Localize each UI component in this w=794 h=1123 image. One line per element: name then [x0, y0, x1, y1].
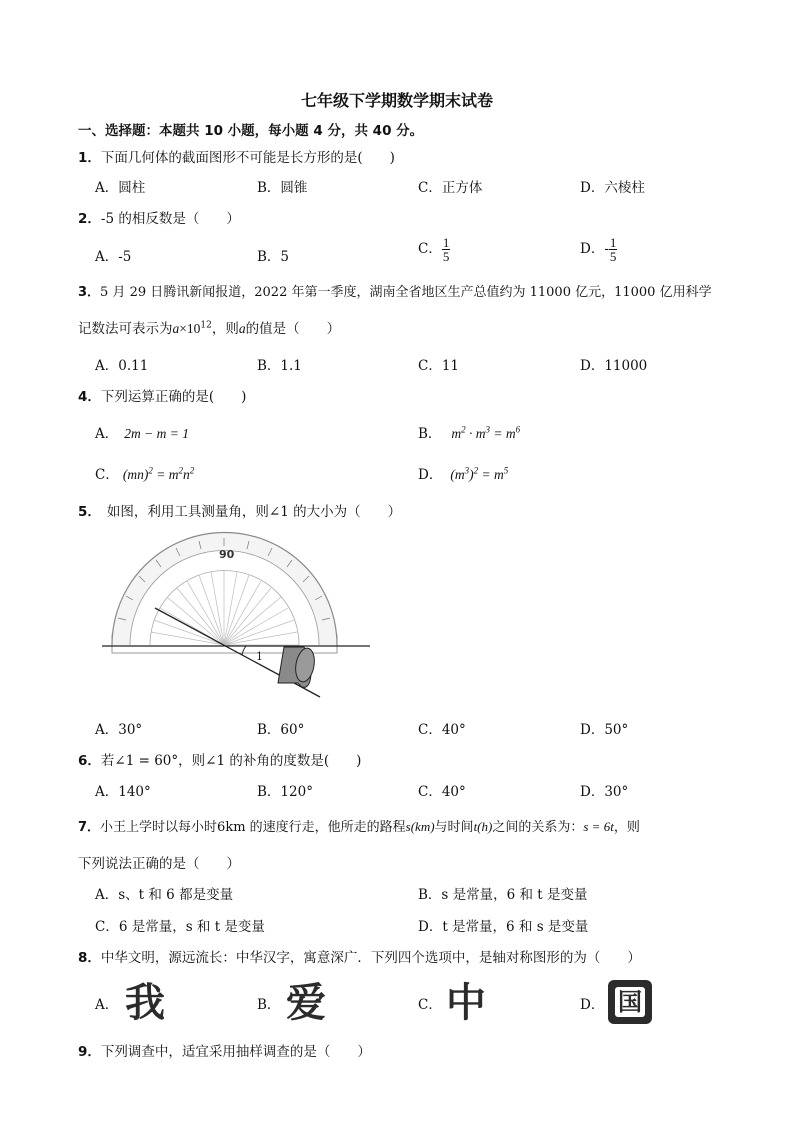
option-c: C．正方体: [418, 180, 483, 196]
question-number: 6．: [78, 753, 101, 769]
question-text: 下面几何体的截面图形不可能是长方形的是( ): [100, 150, 395, 166]
section-heading: 一、选择题：本题共 10 小题，每小题 4 分，共 40 分。: [78, 123, 424, 139]
option-d-label: D．: [580, 997, 605, 1013]
option-d: D．30°: [580, 784, 629, 800]
option-b-character: [283, 981, 329, 1025]
question-3: [78, 281, 712, 300]
option-c: C．40°: [418, 722, 466, 738]
question-text: ，则∠1 的补角的度数是( ): [178, 753, 362, 769]
question-text: 若∠1 = 60°: [100, 753, 179, 769]
denominator: 5: [442, 249, 450, 264]
option-b: B．s 是常量，6 和 t 是变量: [418, 887, 588, 903]
option-label: D．-: [580, 241, 609, 257]
numerator: 1: [442, 235, 450, 250]
var-a: a: [238, 321, 246, 336]
question-text: 中华文明，源远流长：中华汉字，寓意深广．下列四个选项中，是轴对称图形的为（ ）: [100, 950, 641, 966]
option-label: D．: [418, 467, 443, 483]
var-a: a: [172, 321, 180, 336]
option-d-character: [608, 980, 652, 1024]
question-7-line2: 下列说法正确的是（ ）: [78, 856, 240, 872]
option-c: [95, 463, 194, 483]
question-text: 5 月 29 日腾讯新闻报道，2022 年第一季度，湖南全省地区生产总值约为 11000 亿元，11000 亿用科学: [100, 285, 712, 300]
question-5: [78, 500, 401, 520]
angle-label: 1: [256, 650, 263, 663]
question-number: 4．: [78, 389, 101, 405]
option-c: C．40°: [418, 784, 466, 800]
page-title: 七年级下学期数学期末试卷: [300, 91, 493, 110]
expression: $m^2 \cdot m^3 = m^6$: [451, 424, 521, 441]
protractor-figure: [98, 528, 378, 703]
denominator: 5: [609, 249, 617, 264]
question-text: 下列运算正确的是( ): [100, 389, 247, 405]
question-text: 下列调查中，适宜采用抽样调查的是（ ）: [100, 1044, 371, 1060]
text: ，则: [211, 321, 239, 337]
option-d: D．六棱柱: [580, 180, 645, 196]
formula: s = 6t: [583, 819, 614, 834]
option-b: B．圆锥: [257, 180, 308, 196]
option-a: A．s、t 和 6 都是变量: [95, 887, 234, 903]
question-text: 之间的关系为：: [492, 820, 584, 835]
option-c: [418, 236, 450, 263]
option-d: D．11000: [580, 358, 648, 374]
question-2: [78, 207, 240, 227]
option-label: A．: [95, 426, 119, 442]
t-unit: t(h): [473, 819, 493, 834]
option-a: A．30°: [95, 722, 143, 738]
fraction: [609, 236, 618, 263]
option-b: [418, 422, 520, 442]
option-c: C．6 是常量，s 和 t 是变量: [95, 919, 265, 935]
option-label: B．: [418, 426, 442, 442]
option-d: D．t 是常量，6 和 s 是变量: [418, 919, 589, 935]
question-4: [78, 385, 246, 405]
option-a: A．-5: [95, 249, 132, 265]
character-wo: 我: [125, 980, 165, 1026]
option-d: D．50°: [580, 722, 629, 738]
option-a: A．0.11: [95, 358, 149, 374]
option-b-label: B．: [257, 997, 281, 1013]
option-b: B．120°: [257, 784, 313, 800]
expression: 2m − m = 1: [124, 426, 189, 441]
option-a-character: [122, 981, 168, 1025]
question-number: 5．: [78, 504, 101, 520]
question-number: 7．: [78, 820, 101, 835]
option-b: B．1.1: [257, 358, 302, 374]
character-guo: 国: [615, 987, 645, 1017]
option-b: B．5: [257, 249, 290, 265]
question-8: [78, 946, 641, 966]
option-b: B．60°: [257, 722, 305, 738]
option-c: C．11: [418, 358, 460, 374]
character-ai: 爱: [286, 980, 326, 1026]
option-label: C．: [95, 467, 119, 483]
fraction: [442, 236, 451, 263]
question-6: [78, 749, 361, 769]
question-text: 小王上学时以每小时6km 的速度行走，他所走的路程: [100, 820, 406, 835]
text: 的值是（ ）: [245, 321, 341, 337]
question-1: [78, 146, 395, 166]
scale-label-90: 90: [219, 548, 235, 561]
option-a-label: A．: [95, 997, 119, 1013]
times-ten: ×10: [179, 321, 201, 336]
option-a: A．圆柱: [95, 180, 146, 196]
option-a: A．140°: [95, 784, 151, 800]
question-number: 3．: [78, 285, 101, 300]
option-c-label: C．: [418, 997, 442, 1013]
s-unit: s(km): [405, 819, 435, 834]
exponent: 12: [200, 320, 212, 331]
angle-arc: [242, 646, 246, 655]
expression: $(mn)^2 = m^2n^2$: [122, 465, 195, 482]
question-3-line2: [78, 317, 340, 337]
option-label: C．: [418, 241, 442, 257]
numerator: 1: [609, 235, 617, 250]
option-c-character: [443, 981, 489, 1025]
question-text: 如图，利用工具测量角，则∠1 的大小为（ ）: [106, 504, 402, 520]
question-number: 1．: [78, 150, 101, 166]
question-number: 8．: [78, 950, 101, 966]
question-text: -5 的相反数是（ ）: [100, 211, 240, 227]
question-text: ，则: [613, 820, 640, 835]
question-text: 与时间: [434, 820, 474, 835]
text: 记数法可表示为: [78, 321, 173, 337]
option-a: [95, 422, 189, 442]
question-number: 2．: [78, 211, 101, 227]
expression: $(m^3)^2 = m^5$: [450, 465, 509, 482]
question-7: [78, 816, 640, 835]
character-zhong: 中: [446, 980, 486, 1026]
option-d: [580, 236, 617, 263]
option-d: [418, 463, 508, 483]
question-number: 9．: [78, 1044, 101, 1060]
question-9: [78, 1040, 371, 1060]
